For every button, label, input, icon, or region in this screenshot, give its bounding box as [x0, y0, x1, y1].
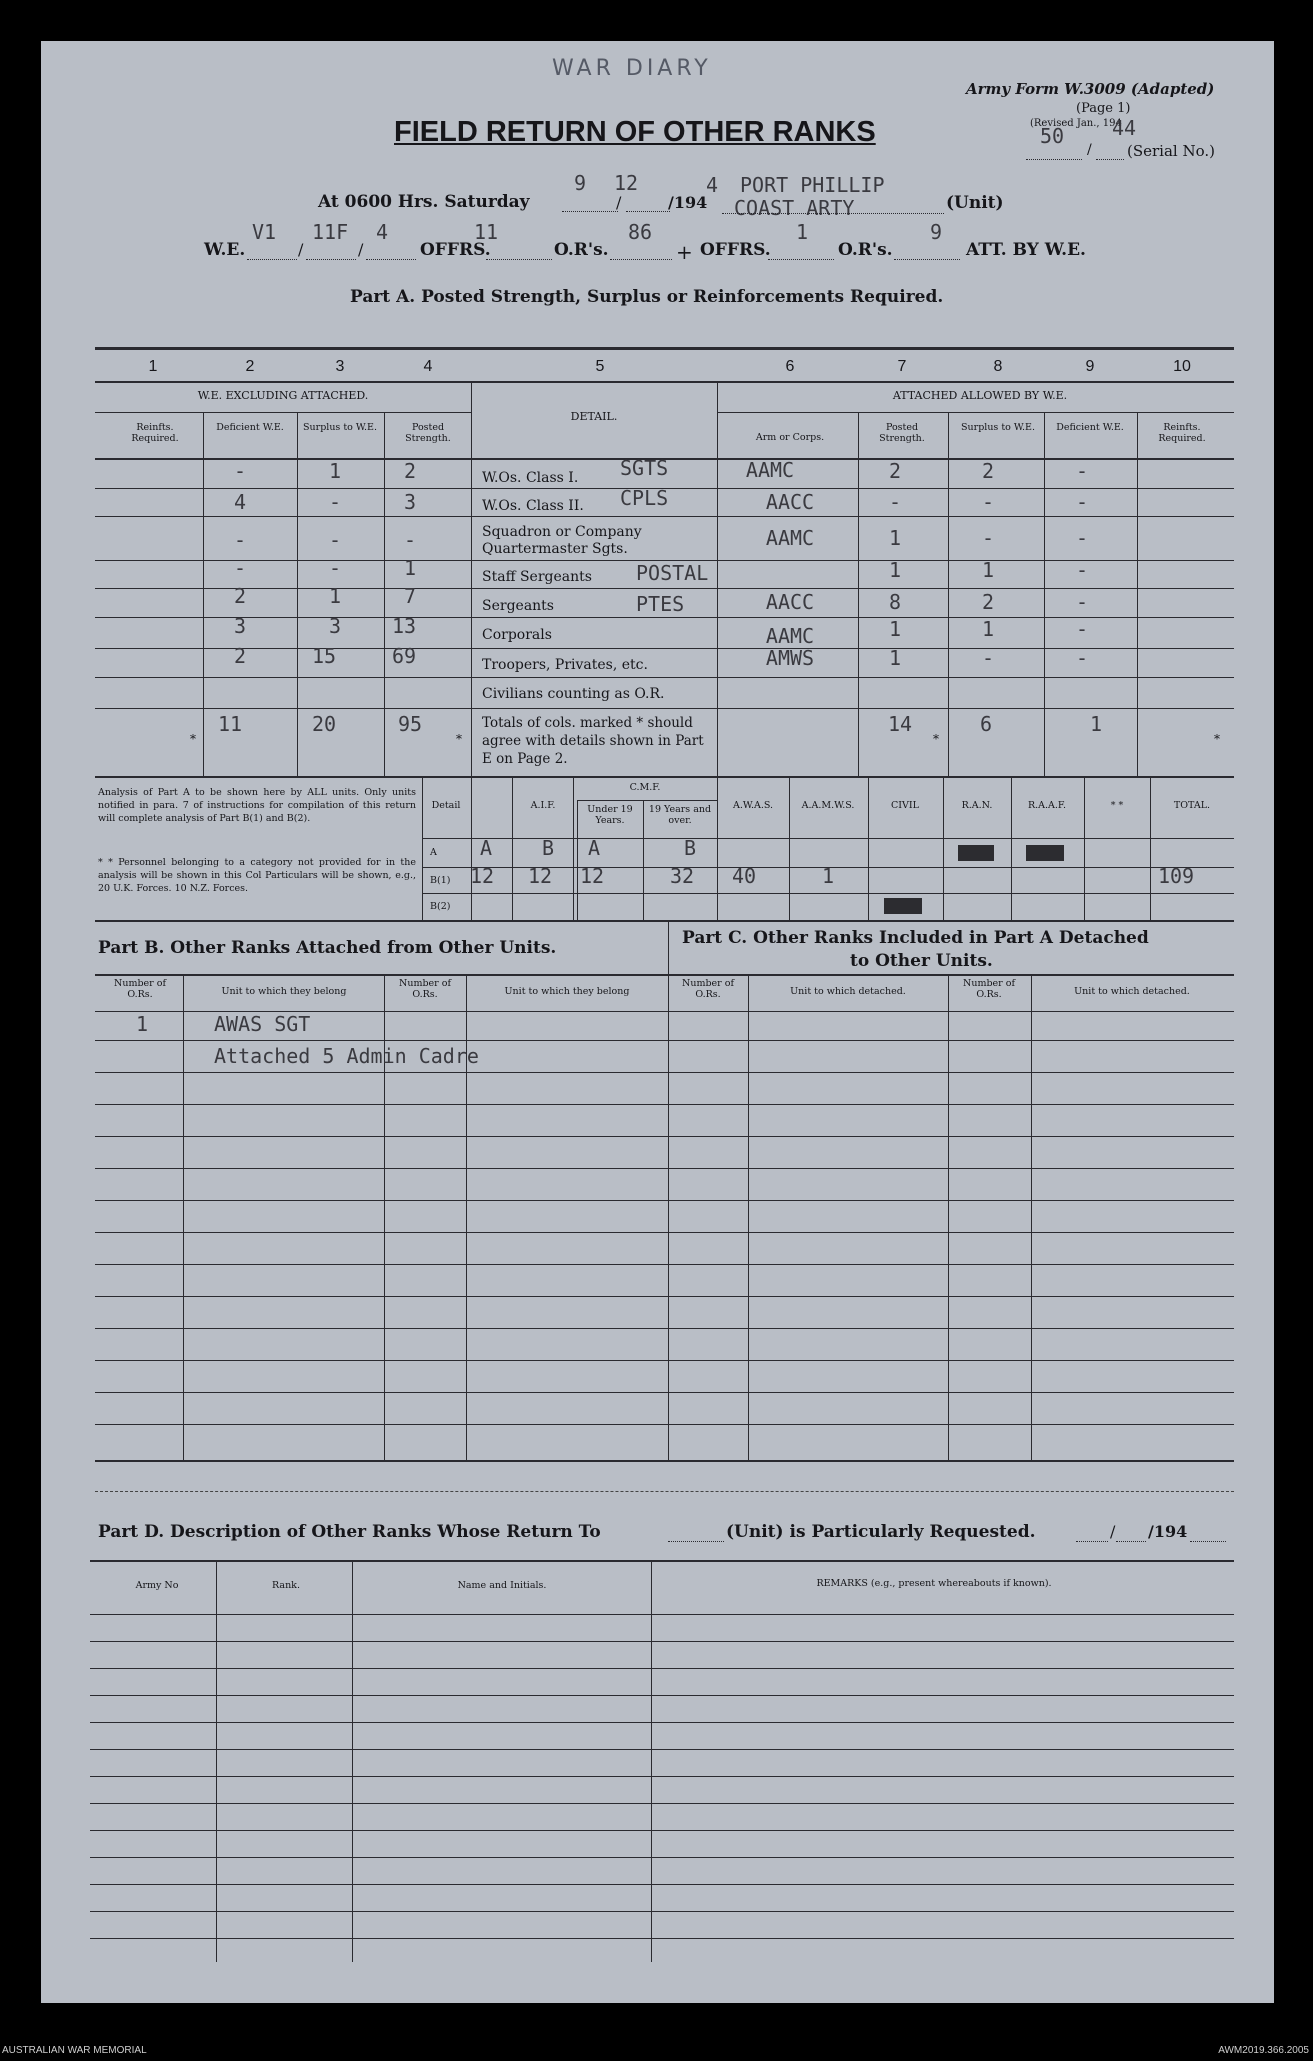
detail-wo-class-2: W.Os. Class II. [482, 498, 584, 514]
analysis-b1-aamws: 1 [821, 864, 835, 888]
serial-value-a: 50 [1040, 124, 1065, 148]
r4-c7: 1 [888, 558, 902, 582]
r2-c7: - [888, 490, 902, 514]
form-revised: (Revised Jan., 194 [1030, 118, 1122, 129]
typed-sgts: SGTS [620, 456, 669, 480]
analysis-a-under19: A [587, 836, 601, 860]
part-c-unit-header-1: Unit to which detached. [790, 986, 906, 997]
analysis-a-aif2: B [541, 836, 555, 860]
header-deficient: Deficient W.E. [216, 422, 284, 433]
r3-c8: - [981, 526, 995, 550]
analysis-aif-header: A.I.F. [530, 800, 556, 811]
analysis-detail-header: Detail [431, 800, 461, 811]
group-right-header: ATTACHED ALLOWED BY W.E. [892, 389, 1068, 402]
part-b-num-header-2: Number of O.Rs. [399, 978, 451, 1001]
part-b-entry-line-2: Attached 5 Admin Cadre [214, 1044, 479, 1068]
part-b-unit-header-1: Unit to which they belong [221, 986, 347, 997]
r6-c4: 13 [391, 614, 417, 638]
r6-c9: - [1075, 617, 1089, 641]
we-offrs: 11 [474, 220, 499, 244]
part-c-heading-2: to Other Units. [850, 951, 993, 971]
part-d-heading-unit: (Unit) is Particularly Requested. [726, 1522, 1036, 1542]
analysis-note: Analysis of Part A to be shown here by ALL units. Only units notified in para. 7 of instructions for compilation of this return will complete analysis of Part B(1) and B(2). [98, 787, 416, 824]
total-c7: 14 [887, 712, 913, 736]
r3-arm: AAMC [765, 526, 815, 550]
typed-ptes: PTES [636, 592, 685, 616]
part-d-rank-header: Rank. [272, 1580, 300, 1591]
analysis-awas-header: A.W.A.S. [732, 800, 774, 811]
col-num-9: 9 [1085, 358, 1095, 375]
part-c-unit-header-2: Unit to which detached. [1074, 986, 1190, 997]
r5-c7: 8 [888, 590, 902, 614]
totals-detail-note: Totals of cols. marked * should agree with details shown in Part E on Page 2. [482, 715, 704, 767]
analysis-civil-header: CIVIL [891, 800, 919, 811]
r6-c8: 1 [981, 617, 995, 641]
analysis-a-over19: B [683, 836, 697, 860]
analysis-b1-aif: 12 [469, 864, 495, 888]
part-d-heading: Part D. Description of Other Ranks Whose Return To [98, 1522, 601, 1542]
we-label: W.E. [204, 240, 246, 260]
analysis-row-b2: B(2) [430, 901, 451, 912]
r1-c8: 2 [981, 459, 995, 483]
group-left-header: W.E. EXCLUDING ATTACHED. [197, 389, 369, 402]
col-num-10: 10 [1173, 358, 1191, 375]
r1-c4: 2 [403, 459, 417, 483]
analysis-under19-header: Under 19 Years. [587, 804, 633, 827]
r4-c2: - [233, 556, 247, 580]
personnel-note: * * Personnel belonging to a category not provided for in the analysis will be shown in this Col Particulars will be shown, e.g., 20 U.K. Forces. 10 N.Z. Forces. [98, 857, 416, 894]
header-posted-att: Posted Strength. [879, 422, 925, 445]
analysis-aamws-header: A.A.M.W.S. [801, 800, 855, 811]
col-num-8: 8 [993, 358, 1003, 375]
r6-c2: 3 [233, 614, 247, 638]
ors-label: O.R's. [554, 240, 609, 260]
unit-line-1: PORT PHILLIP [740, 173, 885, 197]
at-year-suffix: 4 [706, 173, 719, 197]
typed-cpls: CPLS [620, 486, 669, 510]
part-d-name-header: Name and Initials. [457, 1580, 547, 1591]
part-b-heading: Part B. Other Ranks Attached from Other Units. [98, 938, 557, 958]
part-a-heading: Part A. Posted Strength, Surplus or Reinforcements Required. [350, 287, 944, 307]
total-c4: 95 [397, 712, 423, 736]
detail-corporals: Corporals [482, 627, 552, 643]
analysis-stars-header: * * [1110, 800, 1124, 811]
part-c-num-header-1: Number of O.Rs. [682, 978, 734, 1001]
col-num-5: 5 [595, 358, 605, 375]
r1-arm: AAMC [745, 458, 795, 482]
analysis-total-header: TOTAL. [1173, 800, 1211, 811]
part-b-num-header-1: Number of O.Rs. [114, 978, 166, 1001]
typed-postal: POSTAL [636, 561, 709, 585]
r1-c7: 2 [888, 459, 902, 483]
r7-c4: 69 [391, 644, 417, 668]
analysis-b1-under19: 12 [579, 864, 605, 888]
analysis-a-aif: A [479, 836, 493, 860]
analysis-cmf-header: C.M.F. [629, 782, 661, 793]
part-c-num-header-2: Number of O.Rs. [963, 978, 1015, 1001]
r2-c3: - [328, 490, 342, 514]
detail-sergeants: Sergeants [482, 598, 554, 614]
part-b-entry-line-1: AWAS SGT [214, 1012, 311, 1036]
plus-sign: + [676, 240, 693, 264]
part-d-remarks-header: REMARKS (e.g., present whereabouts if known). [816, 1578, 1052, 1589]
detail-sqn-qm: Squadron or Company Quartermaster Sgts. [482, 524, 642, 557]
ors2-label: O.R's. [838, 240, 893, 260]
analysis-b1-aif2: 12 [527, 864, 553, 888]
r4-c4: 1 [403, 556, 417, 580]
footer-left: AUSTRALIAN WAR MEMORIAL [2, 2045, 147, 2056]
r7-c8: - [981, 646, 995, 670]
r7-c9: - [1075, 646, 1089, 670]
we-ors: 86 [628, 220, 653, 244]
col-num-6: 6 [785, 358, 795, 375]
r7-c3: 15 [311, 644, 337, 668]
analysis-raaf-header: R.A.A.F. [1027, 800, 1067, 811]
we-v3: 4 [376, 220, 389, 244]
r2-c9: - [1075, 490, 1089, 514]
r3-c4: - [403, 528, 417, 552]
header-posted: Posted Strength. [405, 422, 451, 445]
total-c8: 6 [979, 712, 993, 736]
analysis-b1-awas: 40 [731, 864, 757, 888]
detail-header: DETAIL. [570, 410, 618, 423]
at-year: /194 [668, 193, 708, 212]
raaf-blocked-cell [1026, 845, 1064, 861]
total-c3: 20 [311, 712, 337, 736]
header-surplus-att: Surplus to W.E. [961, 422, 1035, 433]
r4-c9: - [1075, 558, 1089, 582]
footer-right: AWM2019.366.2005 [1218, 2045, 1309, 2056]
r7-c7: 1 [888, 646, 902, 670]
header-reinfts: Reinfts. Required. [131, 422, 179, 445]
part-b-entry-num: 1 [135, 1012, 149, 1036]
r2-arm: AACC [765, 490, 815, 514]
r1-c2: - [233, 459, 247, 483]
at-day: 9 [574, 171, 587, 195]
r1-c3: 1 [328, 459, 342, 483]
analysis-row-b1: B(1) [430, 875, 451, 886]
r3-c3: - [328, 528, 342, 552]
att-label: ATT. BY W.E. [966, 240, 1086, 260]
total-c2: 11 [217, 712, 243, 736]
r5-arm: AACC [765, 590, 815, 614]
r7-arm: AMWS [765, 646, 815, 670]
col-num-1: 1 [148, 358, 158, 375]
we-offrs2: 1 [796, 220, 809, 244]
offrs-label: OFFRS. [420, 240, 491, 260]
analysis-b1-total: 109 [1157, 864, 1195, 888]
r3-c7: 1 [888, 526, 902, 550]
analysis-b1-over19: 32 [669, 864, 695, 888]
offrs2-label: OFFRS. [700, 240, 771, 260]
unit-line-2: COAST ARTY [734, 196, 855, 220]
detail-staff-sgts: Staff Sergeants [482, 569, 592, 585]
analysis-over19-header: 19 Years and over. [648, 804, 712, 827]
r5-c8: 2 [981, 590, 995, 614]
part-d-army-no-header: Army No [135, 1580, 179, 1591]
we-ors2: 9 [930, 220, 943, 244]
r5-c2: 2 [233, 584, 247, 608]
r4-c8: 1 [981, 558, 995, 582]
header-surplus: Surplus to W.E. [303, 422, 377, 433]
at-line-prefix: At 0600 Hrs. Saturday [318, 192, 530, 212]
r5-c4: 7 [403, 584, 417, 608]
detail-troopers: Troopers, Privates, etc. [482, 657, 648, 673]
star-mark-4: * [1214, 732, 1220, 746]
unit-label: (Unit) [946, 193, 1004, 213]
detail-wo-class-1: W.Os. Class I. [482, 470, 579, 486]
star-mark-2: * [456, 732, 462, 746]
at-month: 12 [614, 171, 639, 195]
part-d-heading-date: /194 [1148, 1522, 1188, 1541]
r4-c3: - [328, 556, 342, 580]
header-arm-corps: Arm or Corps. [755, 432, 825, 443]
r2-c8: - [981, 490, 995, 514]
col-num-4: 4 [423, 358, 433, 375]
analysis-row-a: A [430, 847, 437, 858]
header-deficient-att: Deficient W.E. [1056, 422, 1124, 433]
r7-c2: 2 [233, 644, 247, 668]
r2-c2: 4 [233, 490, 247, 514]
r6-c3: 3 [328, 614, 342, 638]
serial-value-b: 44 [1112, 116, 1137, 140]
page-title: FIELD RETURN OF OTHER RANKS [394, 116, 876, 148]
r6-c7: 1 [888, 617, 902, 641]
total-c9: 1 [1089, 712, 1103, 736]
detail-civilians: Civilians counting as O.R. [482, 686, 665, 702]
serial-label: (Serial No.) [1127, 142, 1215, 160]
civil-blocked-cell [884, 898, 922, 914]
part-c-heading-1: Part C. Other Ranks Included in Part A Detached [682, 928, 1149, 948]
form-number: Army Form W.3009 (Adapted) [966, 80, 1215, 98]
analysis-ran-header: R.A.N. [961, 800, 993, 811]
header-reinfts-att: Reinfts. Required. [1158, 422, 1206, 445]
r6-arm: AAMC [765, 624, 815, 648]
star-mark-1: * [190, 732, 196, 746]
ran-blocked-cell [958, 845, 994, 861]
r5-c9: - [1075, 590, 1089, 614]
form-page: (Page 1) [1076, 101, 1131, 116]
col-num-3: 3 [335, 358, 345, 375]
we-v2: 11F [312, 220, 349, 244]
col-num-7: 7 [897, 358, 907, 375]
r5-c3: 1 [328, 584, 342, 608]
we-v1: V1 [252, 220, 277, 244]
r3-c2: - [233, 528, 247, 552]
part-b-unit-header-2: Unit to which they belong [504, 986, 630, 997]
col-num-2: 2 [245, 358, 255, 375]
r3-c9: - [1075, 526, 1089, 550]
star-mark-3: * [933, 732, 939, 746]
handwritten-title: WAR DIARY [552, 56, 712, 81]
r2-c4: 3 [403, 490, 417, 514]
r1-c9: - [1075, 459, 1089, 483]
